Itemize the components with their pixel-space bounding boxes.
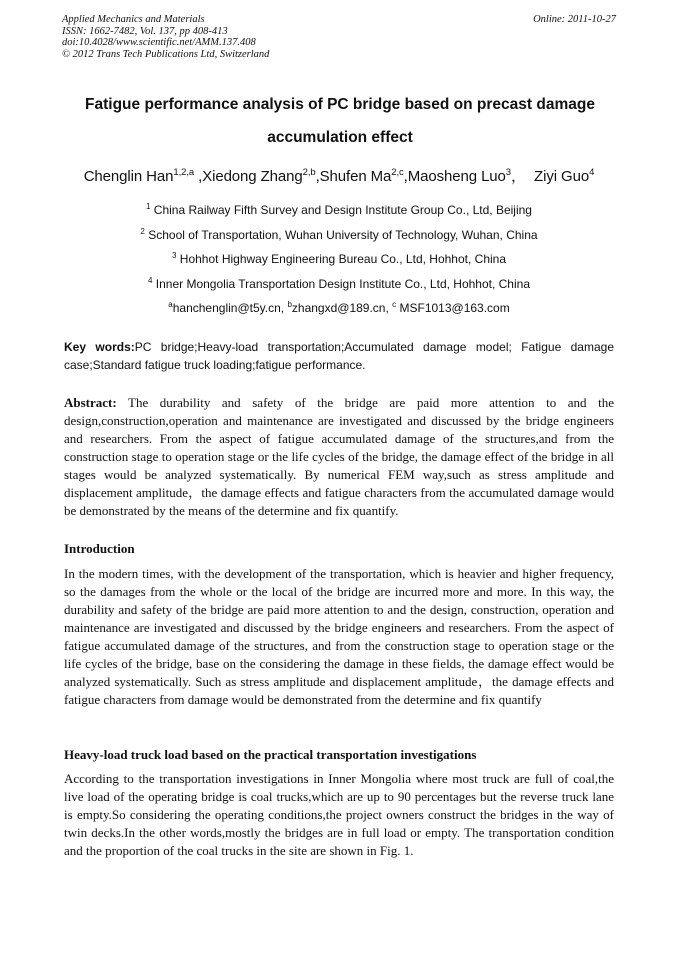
keywords-text: PC bridge;Heavy-load transportation;Accumulated damage model; Fatigue damage case;Standard fatigue truck loading;fatigue performance.	[64, 340, 615, 372]
author-affil-sup: 2,b	[302, 167, 316, 178]
heavy-load-text: According to the transportation investigations in Inner Mongolia where most truck are full of coal,the live load of the operating bridge is coal trucks,which are up to 90 percentages but the reverse truck lane is empty.So considering the operating conditions,the project owners construct the bridges in the way of twin decks.In the other words,mostly the bridges are in full load or empty. The transportation condition and the proportion of the coal trucks in the site are shown in Fig. 1.	[64, 771, 614, 858]
author-name: Ziyi Guo	[534, 168, 590, 185]
heavy-load-heading: Heavy-load truck load based on the practical transportation investigations	[64, 747, 477, 762]
affiliation-text: Hohhot Highway Engineering Bureau Co., Ltd, Hohhot, China	[179, 252, 506, 266]
email-c: MSF1013@163.com	[399, 301, 510, 315]
email-sup: a	[168, 300, 173, 309]
author-separator: ,	[403, 168, 408, 185]
author-name: Xiedong Zhang	[202, 168, 303, 185]
affiliation-text: School of Transportation, Wuhan University of Technology, Wuhan, China	[148, 227, 538, 242]
online-date: Online: 2011-10-27	[533, 14, 616, 25]
introduction-heading: Introduction	[64, 541, 135, 556]
email-sup: c	[392, 300, 397, 309]
affiliation-3	[40, 250, 638, 275]
author-name: Maosheng Luo	[407, 168, 506, 185]
keywords-label: Key words:	[64, 340, 135, 354]
author-affil-sup: 3	[505, 167, 511, 178]
affiliation-sup: 3	[172, 251, 177, 260]
paper-title	[62, 88, 618, 154]
introduction-text: In the modern times, with the development of the transportation, which is heavier and higher frequency, so the damages from the whole or the local of the bridge are incurred more and more. In this way, the durability and safety of the bridge are paid more attention to and the design, construction, operation and maintenance are investigated and discussed by the bridge engineers and researchers. From the aspect of fatigue accumulated damage of the structures, and from the construction stage to operation stage or the life cycles of the bridge, base on the considering the damage in these fields, the damage effect would be analyzed systematically. Such as stress amplitude and displacement amplitude，the damage effects and fatigue characters from damage would be demonstrated from the determine and fix quantify	[64, 566, 614, 707]
author-name: Shufen Ma	[319, 168, 392, 185]
abstract	[64, 394, 614, 520]
affiliation-1	[40, 201, 638, 226]
affiliation-4	[40, 275, 638, 300]
author-affil-sup: 4	[589, 167, 595, 178]
author-list	[30, 165, 648, 186]
abstract-label: Abstract:	[64, 395, 117, 410]
author-separator: ，	[510, 168, 526, 185]
email-a: hanchenglin@t5y.cn,	[172, 301, 288, 315]
author-separator: ,	[315, 168, 320, 185]
author-emails	[40, 299, 638, 324]
doi-line: doi:10.4028/www.scientific.net/AMM.137.408	[62, 37, 256, 48]
author-affil-sup: 1,2,a	[173, 167, 195, 178]
title-line-2: accumulation effect	[267, 129, 413, 146]
author-separator: ,	[194, 168, 203, 185]
affiliation-2	[40, 226, 638, 251]
affiliation-sup: 4	[147, 275, 153, 285]
affiliation-list	[40, 201, 638, 324]
author-affil-sup: 2,c	[391, 167, 404, 178]
email-sup: b	[287, 300, 292, 309]
affiliation-sup: 1	[146, 202, 151, 211]
copyright-line: © 2012 Trans Tech Publications Ltd, Switzerland	[62, 48, 270, 60]
journal-name: Applied Mechanics and Materials	[62, 14, 205, 25]
abstract-text: The durability and safety of the bridge are paid more attention to and the design,construction,operation and maintenance are investigated and discussed by the bridge engineers and researchers. From the aspect of fatigue accumulated damage of the structures,and from the construction stage to operation stage or the life cycles of the bridge, the damage effect of the bridge in all stages would be analyzed systematically. By numerical FEM way,such as stress amplitude and displacement amplitude，the damage effects and fatigue characters from the accumulated damage would be demonstrated by the means of the determine and fix quantify.	[64, 395, 614, 518]
email-b: zhangxd@189.cn,	[291, 301, 393, 315]
title-line-1: Fatigue performance analysis of PC bridge based on precast damage	[85, 96, 595, 113]
issn-line: ISSN: 1662-7482, Vol. 137, pp 408-413	[62, 25, 228, 37]
affiliation-text: China Railway Fifth Survey and Design Institute Group Co., Ltd, Beijing	[153, 203, 532, 217]
author-name: Chenglin Han	[83, 168, 174, 185]
keywords	[64, 338, 614, 374]
journal-header	[62, 14, 618, 60]
affiliation-sup: 2	[140, 226, 145, 236]
affiliation-text: Inner Mongolia Transportation Design Institute Co., Ltd, Hohhot, China	[155, 276, 530, 291]
